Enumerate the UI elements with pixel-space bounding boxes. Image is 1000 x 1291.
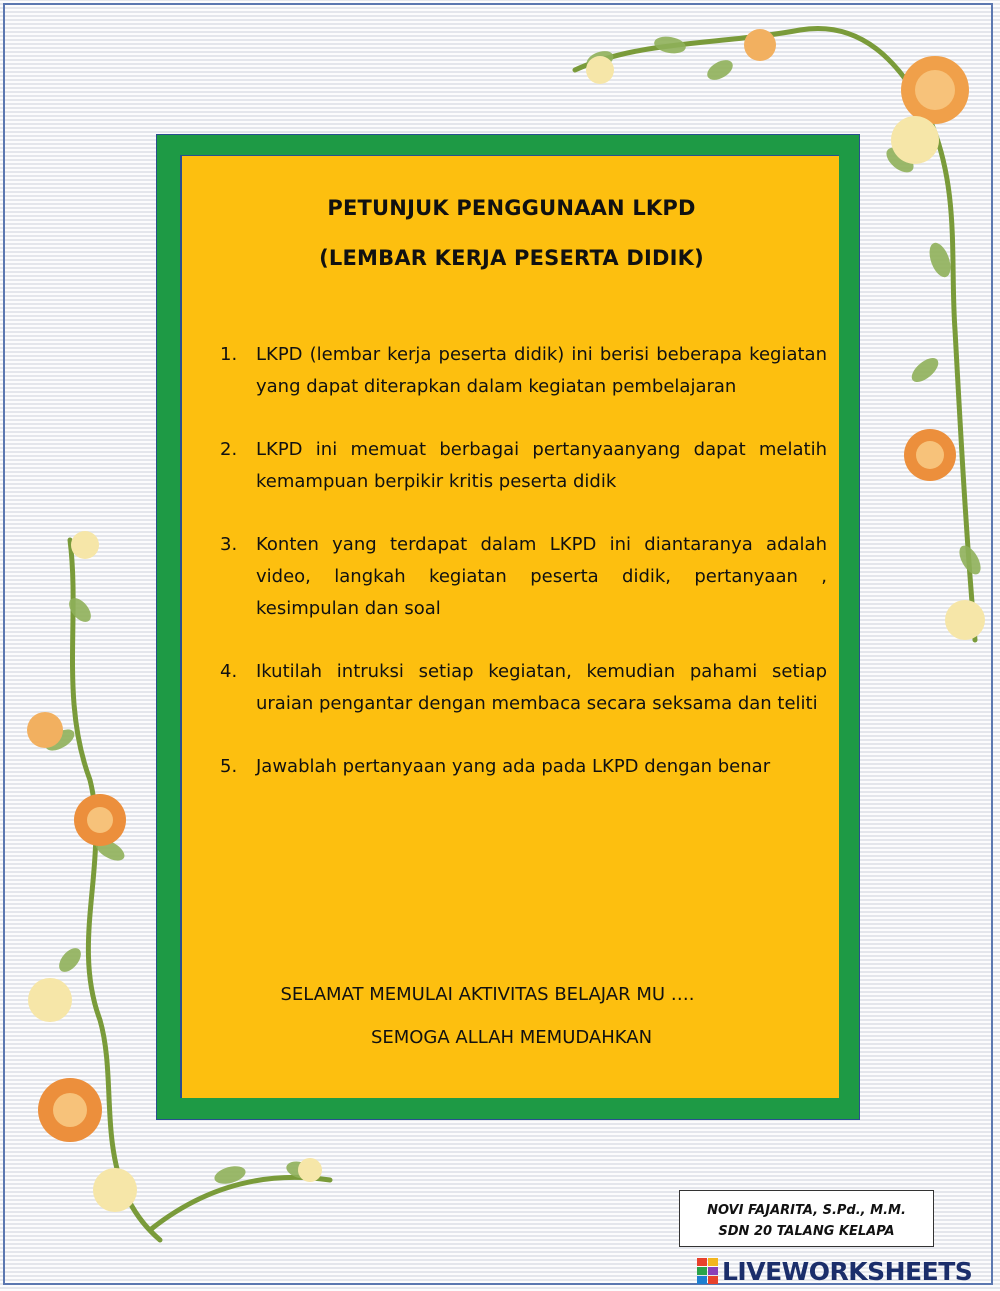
list-item-text: Ikutilah intruksi setiap kegiatan, kemudian pahami setiap uraian pengantar dengan membaca secara seksama dan teliti [256,661,827,714]
closing-greeting: SELAMAT MEMULAI AKTIVITAS BELAJAR MU …. [280,984,695,1005]
list-item-number: 5. [220,756,238,777]
document-subtitle: (LEMBAR KERJA PESERTA DIDIK) [319,246,704,270]
list-item-number: 3. [220,534,238,555]
list-item-text: Konten yang terdapat dalam LKPD ini diantaranya adalah video, langkah kegiatan peserta didik, pertanyaan , kesimpulan dan soal [256,534,827,619]
list-item [220,751,827,783]
list-item [220,434,827,498]
list-item-number: 4. [220,661,238,682]
document-title: PETUNJUK PENGGUNAAN LKPD [327,196,696,220]
list-item-number: 2. [220,439,238,460]
list-item [220,339,827,403]
list-item-text: LKPD ini memuat berbagai pertanyaanyang dapat melatih kemampuan berpikir kritis peserta didik [256,439,827,492]
list-item-number: 1. [220,344,238,365]
author-name: NOVI FAJARITA, S.Pd., M.M. [707,1203,906,1218]
list-item [220,529,827,625]
instructions-list [220,339,827,814]
instructions-card [180,155,839,1098]
liveworksheets-logo[interactable] [697,1254,972,1288]
list-item-text: LKPD (lembar kerja peserta didik) ini berisi beberapa kegiatan yang dapat diterapkan dalam kegiatan pembelajaran [256,344,827,397]
author-school: SDN 20 TALANG KELAPA [718,1224,895,1239]
liveworksheets-logo-icon [697,1258,719,1284]
list-item-text: Jawablah pertanyaan yang ada pada LKPD dengan benar [256,756,771,777]
closing-prayer: SEMOGA ALLAH MEMUDAHKAN [370,1027,653,1048]
liveworksheets-logo-text: LIVEWORKSHEETS [722,1256,973,1286]
list-item [220,656,827,720]
author-signature-box [679,1190,934,1247]
